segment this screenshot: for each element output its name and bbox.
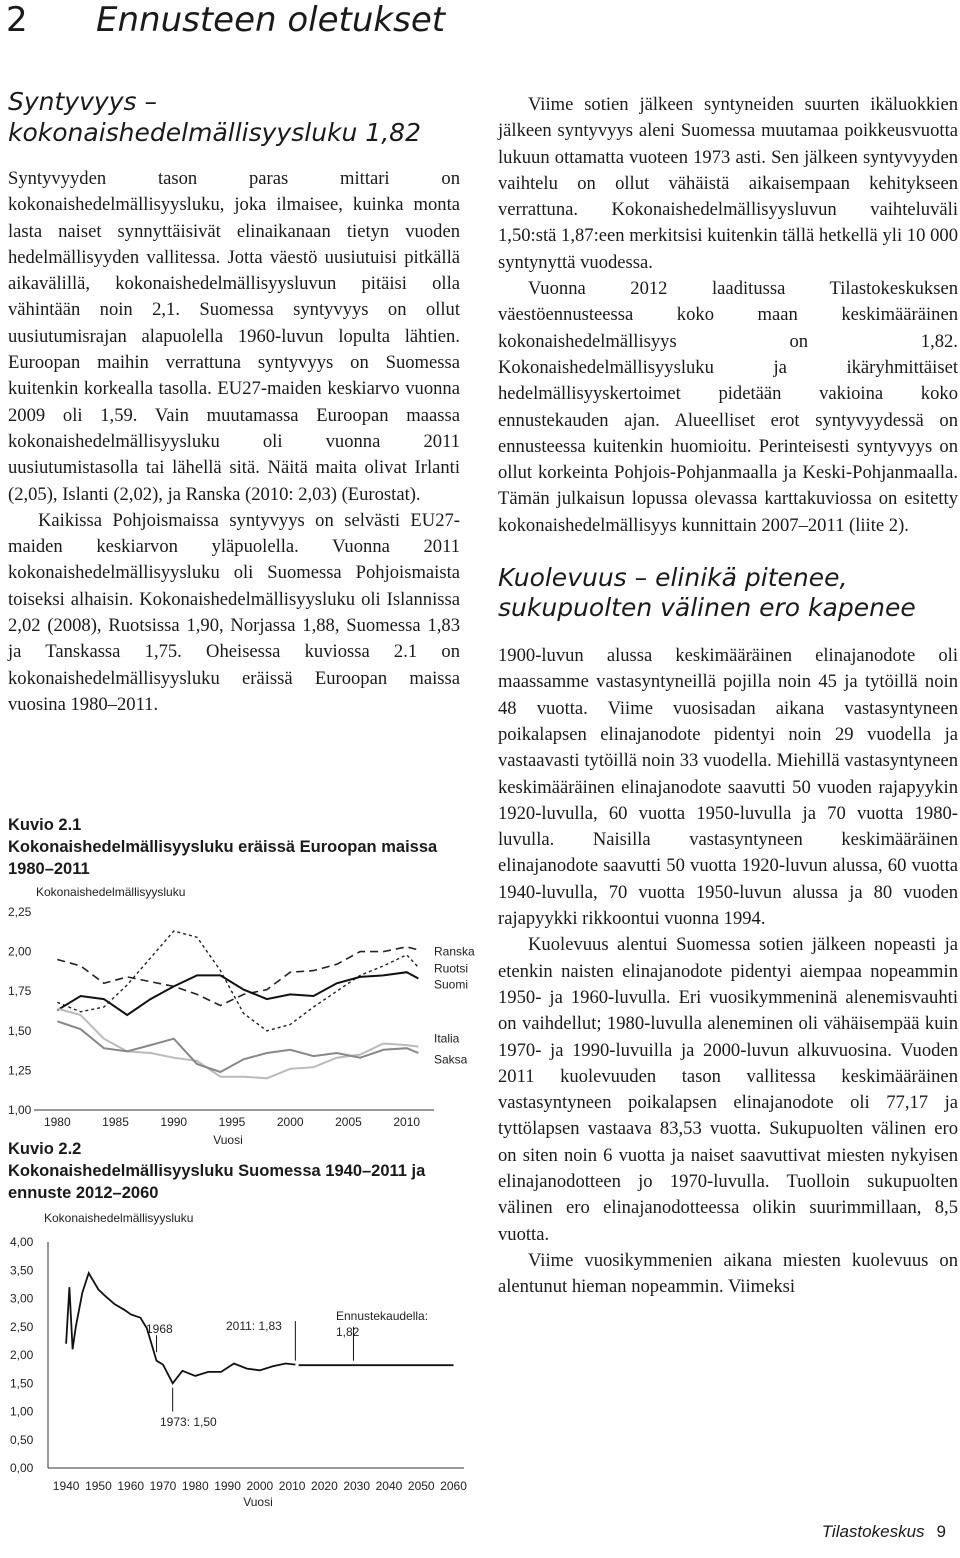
chapter-title: Ennusteen oletukset: [96, 0, 446, 40]
x-axis-label: Vuosi: [213, 1133, 243, 1146]
legend-label: Ruotsi: [434, 961, 469, 976]
x-tick-label: 2060: [440, 1479, 467, 1493]
y-axis-label: Kokonaishedelmällisyysluku: [44, 1211, 194, 1225]
legend-label: Italia: [434, 1031, 460, 1046]
x-tick-label: 2000: [246, 1479, 274, 1493]
y-tick-label: 3,00: [10, 1291, 34, 1306]
annotation-1973: 1973: 1,50: [160, 1415, 217, 1429]
x-tick-label: 2030: [343, 1479, 371, 1493]
y-axis-label: Kokonaishedelmällisyysluku: [36, 885, 186, 899]
figure-2-1: [8, 814, 478, 1146]
x-tick-label: 1960: [117, 1479, 145, 1493]
chapter-number: 2: [6, 0, 28, 40]
chapter-heading: [6, 0, 445, 40]
x-tick-label: 1940: [52, 1479, 80, 1493]
legend-label: Saksa: [434, 1052, 468, 1067]
section-title-mortality: Kuolevuus – elinikä pitenee, sukupuolten välinen ero kapenee: [498, 563, 916, 623]
x-tick-label: 1990: [160, 1115, 188, 1129]
annotation-forecast: Ennustekaudella:: [336, 1309, 429, 1323]
x-axis-label: Vuosi: [243, 1495, 273, 1508]
x-tick-label: 2010: [393, 1115, 421, 1129]
chart-2-2: [8, 1208, 488, 1508]
paragraph: Syntyvyyden tason paras mittari on kokonaishedelmällisyysluku, joka ilmaisee, kuinka monta lasta naiset synnyttäisivät elinaikanaan tietyn vuoden hedelmällisyyden vallitessa. Jotta väestö uusiutuisi pitkällä aikavälillä, kokonaishedelmällisyysluvun pitäisi olla vähintään noin 2,1. Suomessa syntyvyys on ollut uusiutumisrajan alapuolella 1960-luvun lopulta lähtien. Euroopan maihin verrattuna syntyvyys on Suomessa kuitenkin korkealla tasolla. EU27-maiden keskiarvo vuonna 2009 oli 1,59. Vain muutamassa Euroopan maassa kokonaishedelmällisyysluku oli vuonna 2011 uusiutumistasolla tai lähellä sitä. Näitä maita olivat Irlanti (2,05), Islanti (2,02), ja Ranska (2010: 2,03) (Eurostat).: [8, 168, 460, 505]
x-tick-label: 1950: [85, 1479, 112, 1493]
annotation-1968: 1968: [146, 1322, 173, 1336]
x-tick-label: 2000: [276, 1115, 304, 1129]
x-tick-label: 2040: [375, 1479, 403, 1493]
y-tick-label: 3,50: [10, 1263, 34, 1278]
y-tick-label: 1,75: [8, 984, 32, 999]
y-tick-label: 0,50: [10, 1432, 34, 1447]
y-tick-label: 2,00: [10, 1348, 34, 1362]
legend-label: Suomi: [434, 977, 469, 992]
x-tick-label: 1980: [43, 1115, 71, 1129]
y-tick-label: 1,00: [10, 1404, 34, 1419]
y-tick-label: 1,25: [8, 1063, 32, 1078]
series-line-saksa: [57, 1021, 418, 1072]
y-tick-label: 1,50: [8, 1023, 32, 1038]
y-tick-label: 2,00: [8, 944, 32, 959]
section-title-fertility: Syntyvyys – kokonaishedelmällisyysluku 1,82: [8, 87, 421, 147]
page-footer: [822, 1522, 946, 1542]
y-tick-label: 0,00: [10, 1461, 34, 1475]
annotation-2011: 2011: 1,83: [226, 1319, 282, 1333]
paragraph: Viime vuosikymmenien aikana miesten kuolevuus on alentunut hieman nopeammin. Viimeksi: [498, 1249, 958, 1298]
y-tick-label: 1,00: [8, 1103, 32, 1117]
figure-title: Kokonaishedelmällisyysluku Suomessa 1940–2011 ja: [8, 1162, 426, 1180]
figure-label: Kuvio 2.2: [8, 1140, 82, 1158]
figure-2-2: [8, 1138, 488, 1508]
series-line-ruotsi: [57, 931, 418, 1031]
page-number: 9: [936, 1522, 946, 1541]
x-tick-label: 1990: [214, 1479, 241, 1493]
series-line-suomi: [57, 972, 418, 1015]
left-column: [8, 86, 460, 718]
paragraph: Kaikissa Pohjoismaissa syntyvyys on selvästi EU27-maiden keskiarvon yläpuolella. Vuonna 2011 kokonaishedelmällisyysluku oli Suomessa Pohjoismaista toiseksi alhaisin. Kokonaishedelmällisyysluku oli Islannissa 2,02 (2008), Ruotsissa 1,90, Norjassa 1,88, Suomessa 1,83 ja Tanskassa 1,75. Oheisessa kuviossa 2.1 on kokonaishedelmällisyysluku eräissä Euroopan maissa vuosina 1980–2011.: [8, 509, 460, 715]
figure-title: Kokonaishedelmällisyysluku eräissä Euroopan maissa: [8, 838, 438, 856]
figure-title: 1980–2011: [8, 860, 90, 878]
x-tick-label: 1985: [102, 1115, 129, 1129]
paragraph: 1900-luvun alussa keskimääräinen elinajanodote oli maassamme vastasyntyneillä pojilla noin 45 ja tytöillä noin 48 vuotta. Viime vuosisadan aikana vastasyntyneen poikalapsen elinajanodote pidentyi noin 29 vuodella ja vastaavasti tytöillä noin 33 vuodella. Miehillä vastasyntyneen keskimääräinen elinajanodote saavutti 50 vuoden rajapyykin 1920-luvulla, 60 vuotta 1950-luvulla ja 70 vuotta 1980-luvulla. Naisilla vastasyntyneen keskimääräinen elinajanodote saavutti 50 vuotta 1920-luvun alussa, 60 vuotta 1940-luvulla, 70 vuotta 1950-luvun alussa ja 80 vuoden rajapyykki rikkoontui vuonna 1994.: [498, 645, 958, 930]
x-tick-label: 1970: [149, 1479, 177, 1493]
x-tick-label: 2050: [407, 1479, 435, 1493]
figure-label: Kuvio 2.1: [8, 816, 82, 834]
paragraph: Kuolevuus alentui Suomessa sotien jälkeen nopeasti ja etenkin naisten elinajanodote pidentyi aiempaa nopeammin 1950- ja 1960-luvulla. Eri vuosikymmeninä alenemisvauhti on vaihdellut; 1980-luvulla aleneminen oli vähäisempää kuin 1970- ja 1990-luvuilla ja 2000-luvun alkuvuosina. Vuoden 2011 kuolevuuden tason vallitessa keskimääräinen vastasyntyneen poikalapsen elinajanodote oli 77,17 ja tyttölapsen vastaava 83,53 vuotta. Sukupuolten välinen ero on siten noin 6 vuotta ja naiset saavuttivat miesten nykyisen elinajanodotteen jo 1970-luvulla. Tuolloin sukupuolten välinen ero elinajanodotteessa olikin suurimmillaan, 8,5 vuotta.: [498, 934, 958, 1245]
annotation-forecast-value: 1,82: [336, 1325, 360, 1339]
x-tick-label: 1980: [181, 1479, 209, 1493]
y-tick-label: 1,50: [10, 1376, 34, 1391]
y-tick-label: 4,00: [10, 1235, 34, 1249]
legend-label: Ranska: [434, 944, 475, 959]
x-tick-label: 2010: [278, 1479, 306, 1493]
figure-title: ennuste 2012–2060: [8, 1184, 159, 1202]
paragraph: Viime sotien jälkeen syntyneiden suurten ikäluokkien jälkeen syntyvyys aleni Suomessa muutamaa poikkeusvuotta lukuun ottamatta vuoteen 1973 asti. Sen jälkeen syntyvyyden vaihtelu on ollut vähäistä aikaisempaan kehitykseen verrattuna. Kokonaishedelmällisyysluvun vaihteluväli 1,50:stä 1,87:een merkitsisi kuitenkin tällä hetkellä yli 10 000 syntynyttä vuodessa.: [498, 94, 958, 273]
paragraph: Vuonna 2012 laaditussa Tilastokeskuksen väestöennusteessa koko maan keskimääräinen kokonaishedelmällisyys on 1,82. Kokonaishedelmällisyysluku ja ikäryhmittäiset hedelmällisyyskertoimet pidetään vakioina koko ennustekauden ajan. Alueelliset erot syntyvyydessä on ennusteessa kuitenkin huomioitu. Perinteisesti syntyvyys on ollut korkeinta Pohjois-Pohjanmaalla ja Keski-Pohjanmaalla. Tämän julkaisun lopussa olevassa karttakuviossa on esitetty kokonaishedelmällisyys kunnittain 2007–2011 (liite 2).: [498, 278, 958, 536]
x-tick-label: 2005: [335, 1115, 362, 1129]
x-tick-label: 1995: [218, 1115, 246, 1129]
right-column: [498, 92, 958, 1300]
x-tick-label: 2020: [311, 1479, 338, 1493]
chart-2-1: [8, 884, 478, 1146]
y-tick-label: 2,50: [10, 1319, 34, 1334]
y-tick-label: 2,25: [8, 905, 32, 919]
series-line-italia: [57, 1009, 418, 1079]
publisher: Tilastokeskus: [821, 1522, 925, 1541]
